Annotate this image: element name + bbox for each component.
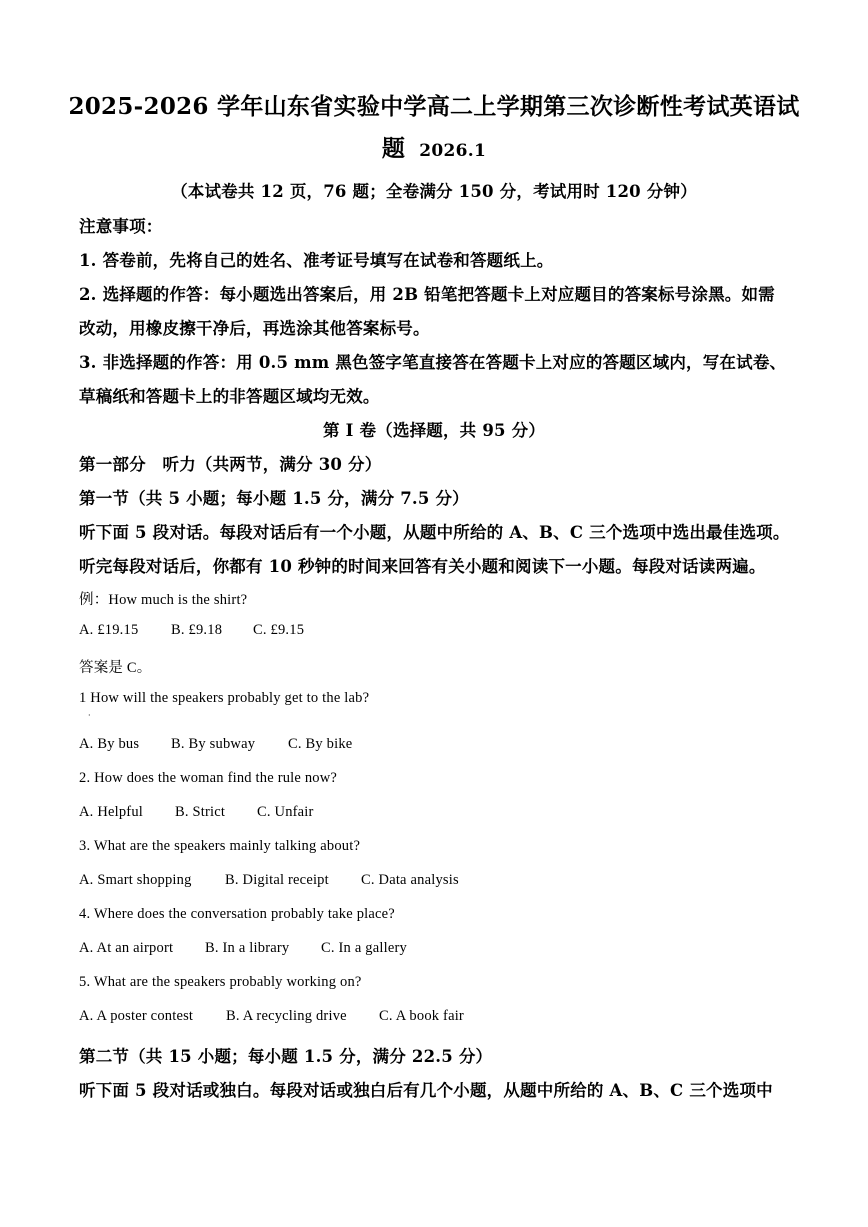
question-1: 1 How will the speakers probably get to the lab? bbox=[79, 690, 370, 706]
q2-option-a: A. Helpful bbox=[79, 804, 144, 820]
q3-option-c: C. Data analysis bbox=[361, 872, 459, 888]
question-5: 5. What are the speakers probably working on? bbox=[79, 974, 362, 990]
section1-instruction-1: 听下面 5 段对话。每段对话后有一个小题，从题中所给的 A、B、C 三个选项中选出最佳选项。 bbox=[79, 523, 790, 542]
exam-title-line1: 2025-2026 学年山东省实验中学高二上学期第三次诊断性考试英语试 bbox=[68, 93, 800, 120]
q2-option-b: B. Strict bbox=[175, 804, 226, 820]
note-item-2-cont: 改动，用橡皮擦干净后，再选涂其他答案标号。 bbox=[79, 319, 430, 338]
question-4: 4. Where does the conversation probably take place? bbox=[79, 906, 395, 922]
q3-option-b: B. Digital receipt bbox=[225, 872, 329, 888]
scan-dot: · bbox=[88, 711, 91, 720]
exam-title-line2 bbox=[40, 130, 828, 163]
question-2-options bbox=[79, 804, 314, 821]
note-item-3: 3. 非选择题的作答：用 0.5 mm 黑色签字笔直接答在答题卡上对应的答题区域内，写在试卷、 bbox=[79, 353, 787, 372]
section2-instruction-1: 听下面 5 段对话或独白。每段对话或独白后有几个小题，从题中所给的 A、B、C 三个选项中 bbox=[79, 1081, 773, 1100]
exam-subtitle: （本试卷共 12 页，76 题；全卷满分 150 分，考试用时 120 分钟） bbox=[171, 182, 697, 201]
section1-heading: 第一节（共 5 小题；每小题 1.5 分，满分 7.5 分） bbox=[79, 489, 469, 508]
q1-option-b: B. By subway bbox=[171, 736, 256, 752]
section2-heading: 第二节（共 15 小题；每小题 1.5 分，满分 22.5 分） bbox=[79, 1047, 493, 1066]
q5-option-b: B. A recycling drive bbox=[226, 1008, 347, 1024]
q1-option-c: C. By bike bbox=[288, 736, 353, 752]
question-5-options bbox=[79, 1008, 464, 1025]
question-2: 2. How does the woman find the rule now? bbox=[79, 770, 338, 786]
exam-date: 2026.1 bbox=[419, 141, 487, 161]
question-3: 3. What are the speakers mainly talking about? bbox=[79, 838, 361, 854]
example-options bbox=[79, 622, 304, 639]
example-option-a: A. £19.15 bbox=[79, 622, 139, 638]
question-1-options bbox=[79, 736, 352, 753]
q3-option-a: A. Smart shopping bbox=[79, 872, 192, 888]
example-question: 例：How much is the shirt? bbox=[79, 592, 248, 608]
part1-heading: 第一部分 听力（共两节，满分 30 分） bbox=[79, 455, 382, 474]
notes-heading: 注意事项： bbox=[79, 217, 163, 236]
note-item-2: 2. 选择题的作答：每小题选出答案后，用 2B 铅笔把答题卡上对应题目的答案标号涂黑。如需 bbox=[79, 285, 775, 304]
question-4-options bbox=[79, 940, 407, 957]
question-3-options bbox=[79, 872, 459, 889]
example-option-c: C. £9.15 bbox=[253, 622, 305, 638]
example-answer: 答案是 C。 bbox=[79, 660, 152, 676]
section1-instruction-2: 听完每段对话后，你都有 10 秒钟的时间来回答有关小题和阅读下一小题。每段对话读两遍。 bbox=[79, 557, 766, 576]
note-item-1: 1. 答卷前，先将自己的姓名、准考证号填写在试卷和答题纸上。 bbox=[79, 251, 554, 270]
q4-option-a: A. At an airport bbox=[79, 940, 174, 956]
example-option-b: B. £9.18 bbox=[171, 622, 223, 638]
q5-option-c: C. A book fair bbox=[379, 1008, 464, 1024]
note-item-3-cont: 草稿纸和答题卡上的非答题区域均无效。 bbox=[79, 387, 380, 406]
q4-option-b: B. In a library bbox=[205, 940, 290, 956]
exam-title-end: 题 bbox=[381, 135, 406, 162]
q4-option-c: C. In a gallery bbox=[321, 940, 407, 956]
q1-option-a: A. By bus bbox=[79, 736, 140, 752]
volume-heading: 第 I 卷（选择题，共 95 分） bbox=[322, 421, 546, 440]
q5-option-a: A. A poster contest bbox=[79, 1008, 194, 1024]
q2-option-c: C. Unfair bbox=[257, 804, 314, 820]
